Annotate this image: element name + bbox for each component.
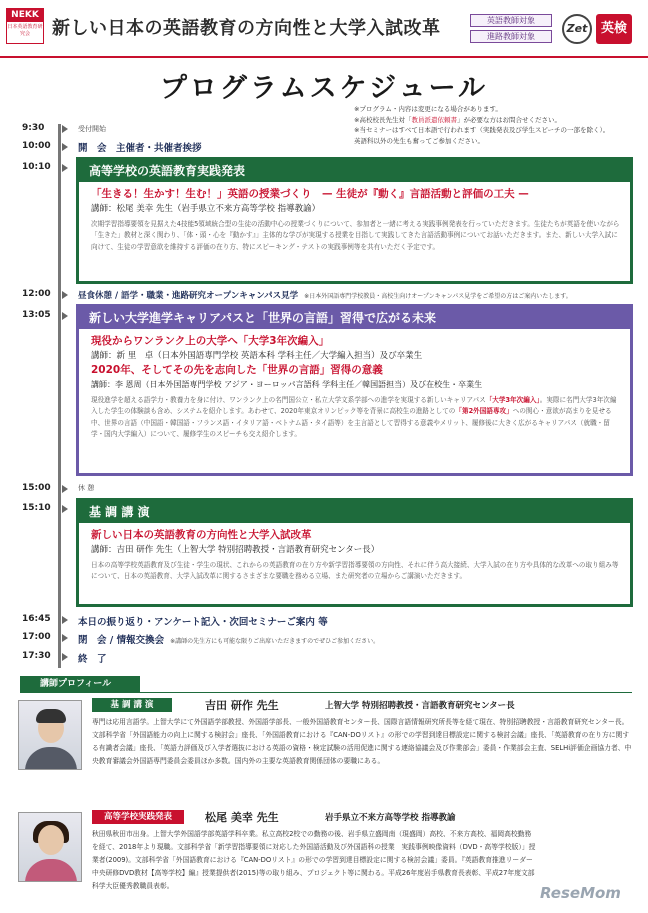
program-notes [354, 104, 644, 146]
section-career-path [76, 304, 633, 476]
section-heading: 基 調 講 演 [79, 501, 630, 523]
time-1305: 13:05 [22, 310, 51, 320]
time-1510: 15:10 [22, 503, 51, 513]
seminar-title: 新しい日本の英語教育の方向性と大学入試改革 [52, 18, 441, 39]
timeline-marker [62, 634, 68, 642]
schedule-label-end: 終 了 [78, 654, 107, 665]
profile-bio-yoshida: 専門は応用言語学。上智大学にて外国語学部教授、外国語学部長、一般外国語教育センター長、国際言語情報研究所長等を経て現在、特別招聘教授・言語教育研究センター長。文部科学省「外国語能力の向上に関する検討会」座長、「外国語教育における『CAN-DOリスト』の形での学習到達目標設定に関する検討会議」座長、「英語教育の在り方に関する有識者会議」座長、「英語力評価及び入学者選抜における英語の資格・検定試験の活用促進に関する連絡協議会及び作業部会」委員・作業部会主査、SELHi評価企画協力者、中央教育審議会外国語専門委員会委員ほか多数。国内外の主要な英語教育関係団体の要職にある。 [92, 718, 632, 765]
profile-heading: 講師プロフィール [20, 676, 140, 693]
schedule-label-review: 本日の振り返り・アンケート記入・次回セミナーご案内 等 [78, 617, 328, 628]
talk-description: 次期学習指導要領を見据えた4技能5領域統合型の生徒の活動中心の授業づくりについて、参加者と一緒に考える実践事例発表を行っていただきます。生徒たちが英語を使いながら「生きた」教材と深く関わり、「体・頭・心を『動かす』」主体的な学びが実現する授業を目指して実践してきた言語活動事例についてお話いただきます。また、新しい大学入試に向けて、生徒の学習意欲を維持する評価の在り方、特にスピーキング・テストの実践事例等を共有いただく予定です。 [91, 220, 620, 251]
time-1200: 12:00 [22, 289, 51, 299]
note-line-4: 英語科以外の先生も奮ってご参加ください。 [354, 136, 484, 145]
section-heading: 高等学校の英語教育実践発表 [79, 160, 630, 182]
time-1730: 17:30 [22, 651, 51, 661]
note-line-1: ※プログラム・内容は変更になる場合があります。 [354, 105, 502, 113]
nekk-logo [6, 8, 44, 44]
profile-bio-matsuo: 秋田県秋田市出身。上智大学外国語学部英語学科卒業。私立高校2校での勤務の後、岩手県立盛岡南（現盛岡）高校、不来方高校、福岡高校勤務を経て、2018年より現職。文部科学省「新学習指導要領に対応した外国語活動及び外国語科の授業 実践事例映像資料（DVD・高等学校版）」授業者(2009)。文部科学省「外国語教育における『CAN-DOリスト』の形での学習到達目標設定に関する検討会議」委員。『英語教育推進リーダー中央研修DVD教材【高等学校】編』授業提供者(2015)等の取り組み、プロジェクト等に関わる。平成26年度岩手県教育長表彰、平成27年度文部科学大臣優秀教職員表彰。 [92, 830, 536, 890]
schedule-label-reception: 受付開始 [78, 125, 106, 133]
time-1010: 10:10 [22, 162, 51, 172]
talk-speaker: 講師：松尾 美幸 先生（岩手県立不来方高等学校 指導教諭） [91, 204, 321, 214]
schedule-label-opening: 開 会 主催者・共催者挨拶 [78, 143, 202, 154]
header-divider [0, 56, 648, 58]
section-heading: 新しい大学進学キャリアパスと「世界の言語」習得で広がる未来 [79, 307, 630, 329]
timeline-marker [62, 616, 68, 624]
section-keynote [76, 498, 633, 607]
timeline-marker [62, 653, 68, 661]
time-0930: 9:30 [22, 123, 45, 133]
talk-description: 現役進学を超える語学力・教養力を身に付け、ワンランク上の名門国公立・私立大学文系学部への進学を実現する新しいキャリアパス「大学3年次編入」。実際に名門大学3年次編入した学生の体験談も含め、システムを紹介します。あわせて、2020年東京オリンピック等を背景に高校生の進路としての「第2外国語専攻」への関心・意欲が高まりを見せる中、世界の言語（中国語・韓国語・フランス語・イタリア語・ベトナム語・タイ語等）を主言語として習得する意義やメリット、履修後に大きく広がるキャリアパス（就職・留学・国内大学編入）について、履修学生のスピーチも交え紹介します。 [91, 396, 617, 439]
resemom-watermark: ReseMom [540, 884, 621, 902]
schedule-label-lunch: 昼食休憩 / 語学・職業・進路研究オープンキャンパス見学 ※日本外国語専門学校教員・高校生向けオープンキャンパス見学をご希望の方はご案内いたします。 [78, 291, 572, 301]
talk-speaker-transfer: 講師：新 里 卓（日本外国語専門学校 英語本科 学科主任／大学編入担当）及び卒業生 [91, 351, 423, 361]
profile-name-matsuo: 松尾 美幸 先生 [205, 811, 279, 824]
profile-name-yoshida: 吉田 研作 先生 [205, 699, 279, 712]
timeline-marker [62, 312, 68, 320]
time-1700: 17:00 [22, 632, 51, 642]
note-line-3: ※当セミナーはすべて日本語で行われます（実践発表及び学生スピーチの一部を除く）。 [354, 126, 610, 134]
time-1500: 15:00 [22, 483, 51, 493]
page-title: プログラムスケジュール [159, 73, 489, 104]
timeline-marker [62, 291, 68, 299]
profile-divider [140, 692, 632, 693]
timeline-line [58, 124, 61, 668]
audience-tag-career-teachers: 進路教師対象 [470, 30, 552, 43]
timeline-marker [62, 143, 68, 151]
talk-speaker-world-languages: 講師：李 恩周（日本外国語専門学校 アジア・ヨーロッパ言語科 学科主任／韓国語担当）及び在校生・卒業生 [91, 380, 483, 389]
timeline-marker [62, 485, 68, 493]
header [0, 0, 648, 58]
profile-badge-keynote: 基 調 講 演 [92, 698, 172, 712]
nekk-mark: NEKK [7, 9, 43, 22]
talk-title-world-languages: 2020年、そしてその先を志向した「世界の言語」習得の意義 [91, 364, 383, 376]
nekk-sub: 日本英語教育研究会 [7, 24, 43, 37]
time-1645: 16:45 [22, 614, 51, 624]
schedule-label-break: 休 憩 [78, 484, 95, 492]
talk-description: 日本の高等学校英語教育及び生徒・学生の現状、これからの英語教育の在り方や新学習指導要領の方向性、それに伴う高大接続、大学入試の在り方や具体的な改革への取り組み等について、日本の英語教育、大学入試改革に関するさまざまな要職を務める立場、また研究者の立場からご講演いただきます。 [91, 561, 619, 581]
eiken-logo: 英検 [596, 14, 632, 44]
note-line-2: ※高校校長先生対「教員派遣依頼書」が必要な方はお問合せください。 [354, 115, 561, 124]
talk-title-transfer: 現役からワンランク上の大学へ「大学3年次編入」 [91, 335, 330, 347]
section-high-school-practice [76, 157, 633, 284]
talk-speaker: 講師：吉田 研作 先生（上智大学 特別招聘教授・言語教育研究センター長） [91, 545, 380, 555]
audience-tags [470, 14, 552, 46]
timeline-marker [62, 125, 68, 133]
profile-affiliation-yoshida: 上智大学 特別招聘教授・言語教育研究センター長 [325, 701, 515, 711]
speaker-photo-matsuo [18, 812, 82, 882]
talk-title: 「生きる！生かす！生む！」英語の授業づくり — 生徒が『動く』言語活動と評価の工夫 — [91, 188, 529, 200]
timeline-marker [62, 164, 68, 172]
speaker-photo-yoshida [18, 700, 82, 770]
audience-tag-english-teachers: 英語教師対象 [470, 14, 552, 27]
zet-logo: Zet [562, 14, 592, 44]
time-1000: 10:00 [22, 141, 51, 151]
profile-badge-practice: 高等学校実践発表 [92, 810, 184, 824]
timeline-marker [62, 505, 68, 513]
schedule-label-closing: 閉 会 / 情報交換会 ※講師の先生方にも可能な限りご出席いただきますのでぜひご参加ください。 [78, 635, 380, 646]
profile-affiliation-matsuo: 岩手県立不来方高等学校 指導教諭 [325, 813, 456, 823]
talk-title: 新しい日本の英語教育の方向性と大学入試改革 [91, 529, 312, 541]
